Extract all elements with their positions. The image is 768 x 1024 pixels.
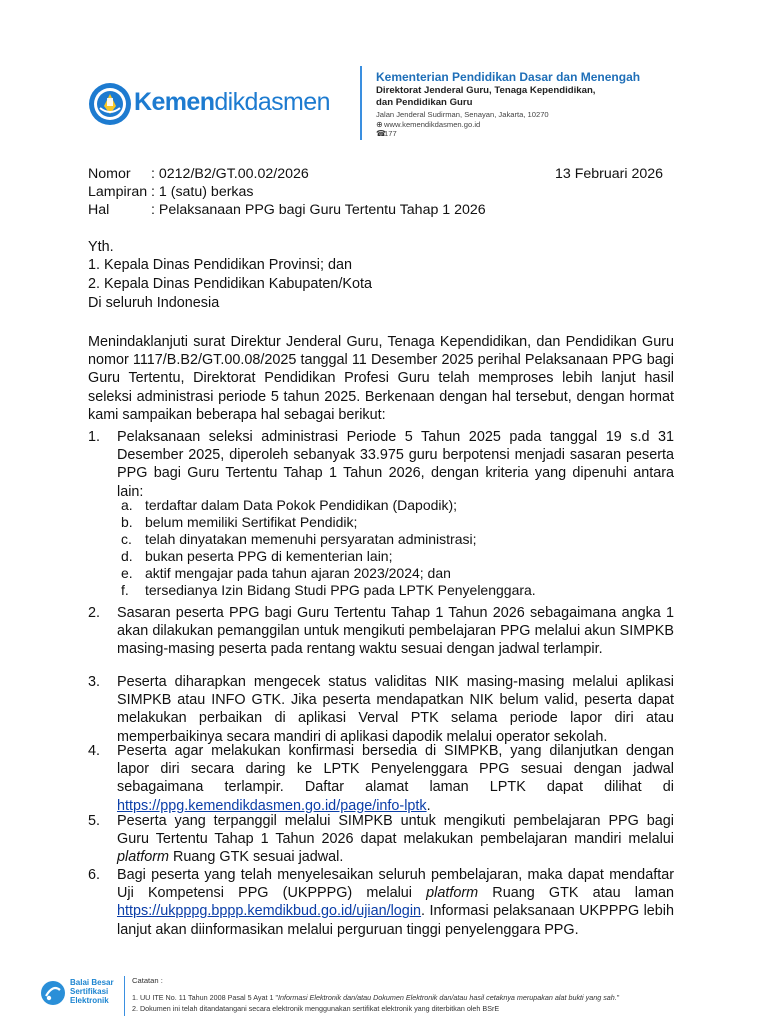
footer-note-title: Catatan : [132, 976, 163, 985]
nomor-line: Nomor : 0212/B2/GT.00.02/2026 [88, 166, 309, 182]
lampiran-line: Lampiran : 1 (satu) berkas [88, 184, 254, 200]
phone-icon: ☎ [376, 129, 386, 138]
hal-line: Hal : Pelaksanaan PPG bagi Guru Tertentu Tahap 1 2026 [88, 202, 486, 218]
yth: Yth. [88, 239, 114, 255]
sub-item: bukan peserta PPG di kementerian lain; [145, 548, 393, 564]
sub-letter: b. [121, 514, 133, 530]
website [376, 120, 480, 129]
letter-date: 13 Februari 2026 [555, 166, 664, 182]
sub-letter: a. [121, 497, 133, 513]
item-2-text: Sasaran peserta PPG bagi Guru Tertentu Tahap 1 Tahun 2026 sebagaimana angka 1 akan dilakukan pemanggilan untuk mengikuti pembelajaran PPG melalui akun SIMPKB masing-masing peserta pada rentang waktu sesuai dengan jadwal terlampir. [117, 605, 674, 658]
item-number: 2. [88, 605, 101, 621]
footer-note-2: 2. Dokumen ini telah ditandatangani secara elektronik menggunakan sertifikat elektronik yang diterbitkan oleh BSrE [132, 1004, 500, 1013]
recipient-2: 2. Kepala Dinas Pendidikan Kabupaten/Kota [88, 276, 373, 292]
sub-item: terdaftar dalam Data Pokok Pendidikan (Dapodik); [145, 497, 458, 513]
recipient-region: Di seluruh Indonesia [88, 295, 220, 311]
sub-letter: f. [121, 582, 129, 598]
item-3-text: Peserta diharapkan mengecek status validitas NIK masing-masing melalui aplikasi SIMPKB atau INFO GTK. Jika peserta mendapatkan NIK belum valid, peserta dapat melakukan perbaikan di aplikasi Verval PTK selama periode lapor diri atau memperbaikinya secara mandiri di aplikasi dapodik melalui operator sekolah. [117, 674, 674, 745]
item-number: 6. [88, 867, 101, 883]
header-divider [360, 66, 362, 140]
sub-item: telah dinyatakan memenuhi persyaratan administrasi; [145, 531, 477, 547]
sub-item: tersedianya Izin Bidang Studi PPG pada LPTK Penyelenggara. [145, 582, 536, 598]
globe-icon: ⊕ [376, 120, 383, 129]
item-number: 3. [88, 674, 101, 690]
kemendikdasmen-emblem [88, 82, 132, 126]
bsre-logo [40, 980, 66, 1006]
item-number: 4. [88, 743, 101, 759]
sub-letter: d. [121, 548, 133, 564]
recipient-1: 1. Kepala Dinas Pendidikan Provinsi; dan [88, 257, 352, 273]
sub-letter: e. [121, 565, 133, 581]
logo-wordmark: Kemendikdasmen [134, 88, 330, 116]
sub-letter: c. [121, 531, 132, 547]
item-6-text: Bagi peserta yang telah menyelesaikan seluruh pembelajaran, maka dapat mendaftar Uji Kompetensi PPG (UKPPPG) melalui platform Ruang GTK atau laman https://ukpppg.bppp.kemdikbud.go.id/ujian/login. Informasi pelaksanaan UKPPPG lebih lanjut akan diinformasikan melalui perguruan tinggi penyelenggara PPG. [117, 867, 674, 938]
intro-paragraph: Menindaklanjuti surat Direktur Jenderal Guru, Tenaga Kependidikan, dan Pendidikan Guru nomor 1117/B.B2/GT.00.08/2025 tanggal 11 Desember 2025 perihal Pelaksanaan PPG bagi Guru Tertentu, Direktorat Pendidikan Profesi Guru telah memproses lebih lanjut hasil seleksi administrasi periode 5 tahun 2025. Berkenaan dengan hal tersebut, dengan hormat kami sampaikan beberapa hal sebagai berikut: [88, 334, 674, 423]
directorate-name: Direktorat Jenderal Guru, Tenaga Kependidikan, dan Pendidikan Guru [376, 85, 596, 108]
item-4-text: Peserta agar melakukan konfirmasi bersedia di SIMPKB, yang dilanjutkan dengan lapor diri secara daring ke LPTK Penyelenggara PPG sesuai dengan jadwal sebagaimana terlampir. Daftar alamat laman LPTK dapat dilihat di https://ppg.kemendikdasmen.go.id/page/info-lptk. [117, 743, 674, 814]
ukpppg-login-link[interactable]: https://ukpppg.bppp.kemdikbud.go.id/ujian/login [117, 903, 422, 920]
item-number: 1. [88, 429, 101, 445]
phone: ☎177 [376, 129, 397, 138]
sub-item: aktif mengajar pada tahun ajaran 2023/2024; dan [145, 565, 451, 581]
footer-note-1: 1. UU ITE No. 11 Tahun 2008 Pasal 5 Ayat 1 "Informasi Elektronik dan/atau Dokumen Elektronik dan/atau hasil cetaknya merupakan alat bukti yang sah." [132, 993, 620, 1002]
office-address: Jalan Jenderal Sudirman, Senayan, Jakarta, 10270 [376, 110, 549, 119]
website-link[interactable]: www.kemendikdasmen.go.id [384, 120, 481, 129]
item-number: 5. [88, 813, 101, 829]
item-5-text: Peserta yang terpanggil melalui SIMPKB untuk mengikuti pembelajaran PPG bagi Guru Tertentu Tahap 1 Tahun 2026 dapat melakukan pembelajaran mandiri melalui platform Ruang GTK sesuai jadwal. [117, 813, 674, 866]
sub-item: belum memiliki Sertifikat Pendidik; [145, 514, 358, 530]
lptk-info-link[interactable]: https://ppg.kemendikdasmen.go.id/page/info-lptk [117, 797, 427, 814]
footer-divider [124, 976, 125, 1016]
item-1-text: Pelaksanaan seleksi administrasi Periode 5 Tahun 2025 pada tanggal 19 s.d 31 Desember 2025, diperoleh sebanyak 33.975 guru berpotensi menjadi sasaran peserta PPG bagi Guru Tertentu Tahap 1 Tahun 2026, dengan kriteria yang dipenuhi antara lain: [117, 429, 674, 500]
bsre-wordmark: Balai Besar Sertifikasi Elektronik [70, 978, 114, 1005]
ministry-name: Kementerian Pendidikan Dasar dan Menengah [376, 70, 641, 84]
